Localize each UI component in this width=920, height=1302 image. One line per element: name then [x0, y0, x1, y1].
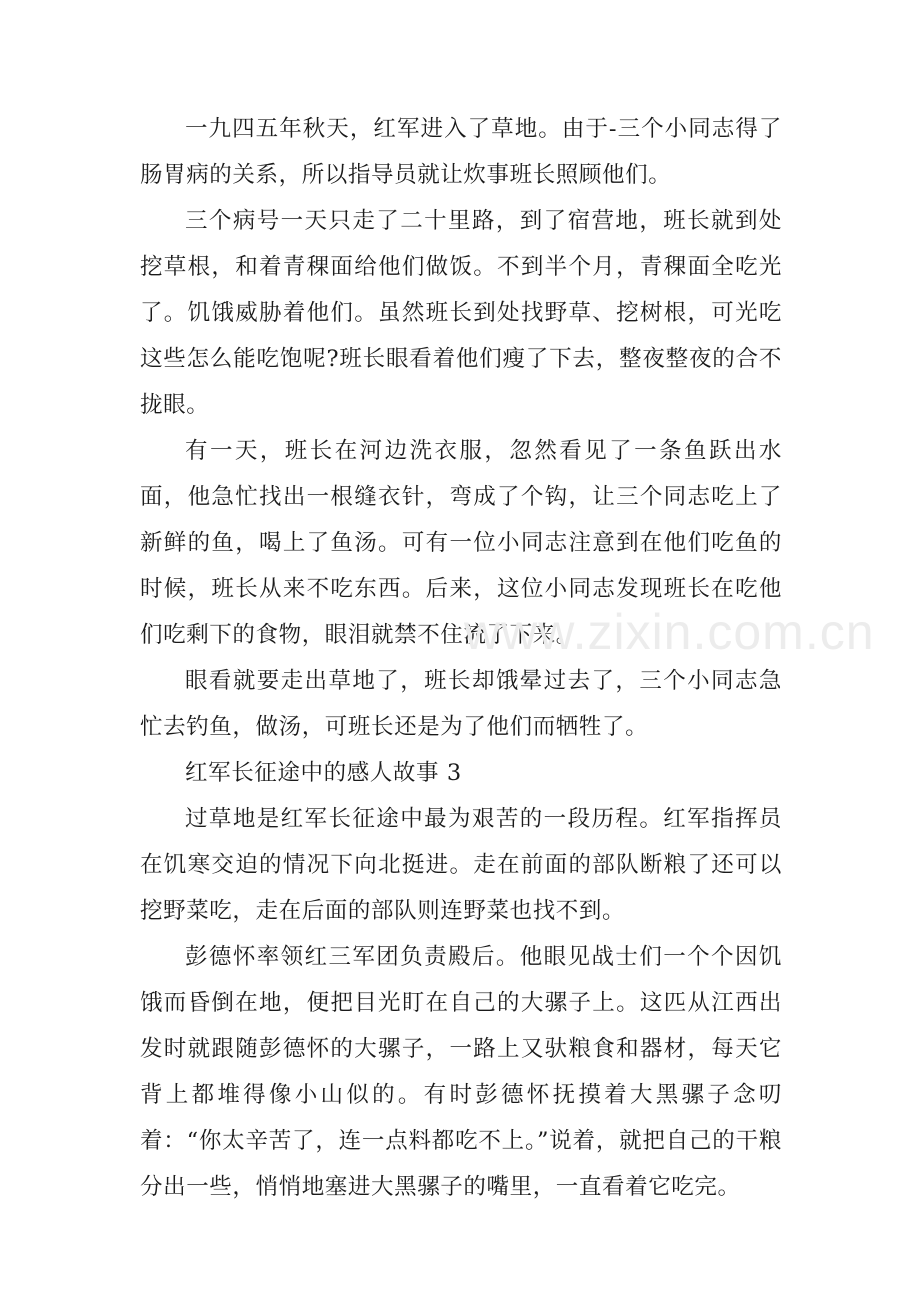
paragraph-6: 彭德怀率领红三军团负责殿后。他眼见战士们一个个因饥饿而昏倒在地，便把目光盯在自己的大骡子上。这匹从江西出发时就跟随彭德怀的大骡子，一路上又驮粮食和器材，每天它背上都堆得像小山似的。有时彭德怀抚摸着大黑骡子念叨着：“你太辛苦了，连一点料都吃不上。”说着，就把自己的干粮分出一些，悄悄地塞进大黑骡子的嘴里，一直看着它吃完。: [140, 944, 782, 1200]
paragraph-2: 三个病号一天只走了二十里路，到了宿营地，班长就到处挖草根，和着青稞面给他们做饭。不到半个月，青稞面全吃光了。饥饿威胁着他们。虽然班长到处找野草、挖树根，可光吃这些怎么能吃饱呢?班长眼看着他们瘦了下去，整夜整夜的合不拢眼。: [140, 208, 782, 418]
paragraph-4: 眼看就要走出草地了，班长却饿晕过去了，三个小同志急忙去钓鱼，做汤，可班长还是为了他们而牺牲了。: [140, 668, 782, 740]
paragraph-1: 一九四五年秋天，红军进入了草地。由于-三个小同志得了肠胃病的关系，所以指导员就让炊事班长照顾他们。: [140, 116, 782, 188]
section-heading: 红军长征途中的感人故事 3: [185, 760, 462, 786]
paragraph-3: 有一天，班长在河边洗衣服，忽然看见了一条鱼跃出水面，他急忙找出一根缝衣针，弯成了个钩，让三个同志吃上了新鲜的鱼，喝上了鱼汤。可有一位小同志注意到在他们吃鱼的时候，班长从来不吃东西。后来，这位小同志发现班长在吃他们吃剩下的食物，眼泪就禁不住流了下来。: [140, 438, 782, 648]
paragraph-5: 过草地是红军长征途中最为艰苦的一段历程。红军指挥员在饥寒交迫的情况下向北挺进。走在前面的部队断粮了还可以挖野菜吃，走在后面的部队则连野菜也找不到。: [140, 806, 782, 924]
watermark: www.zixin.com.cn: [464, 604, 875, 660]
document-body: [140, 106, 782, 1210]
